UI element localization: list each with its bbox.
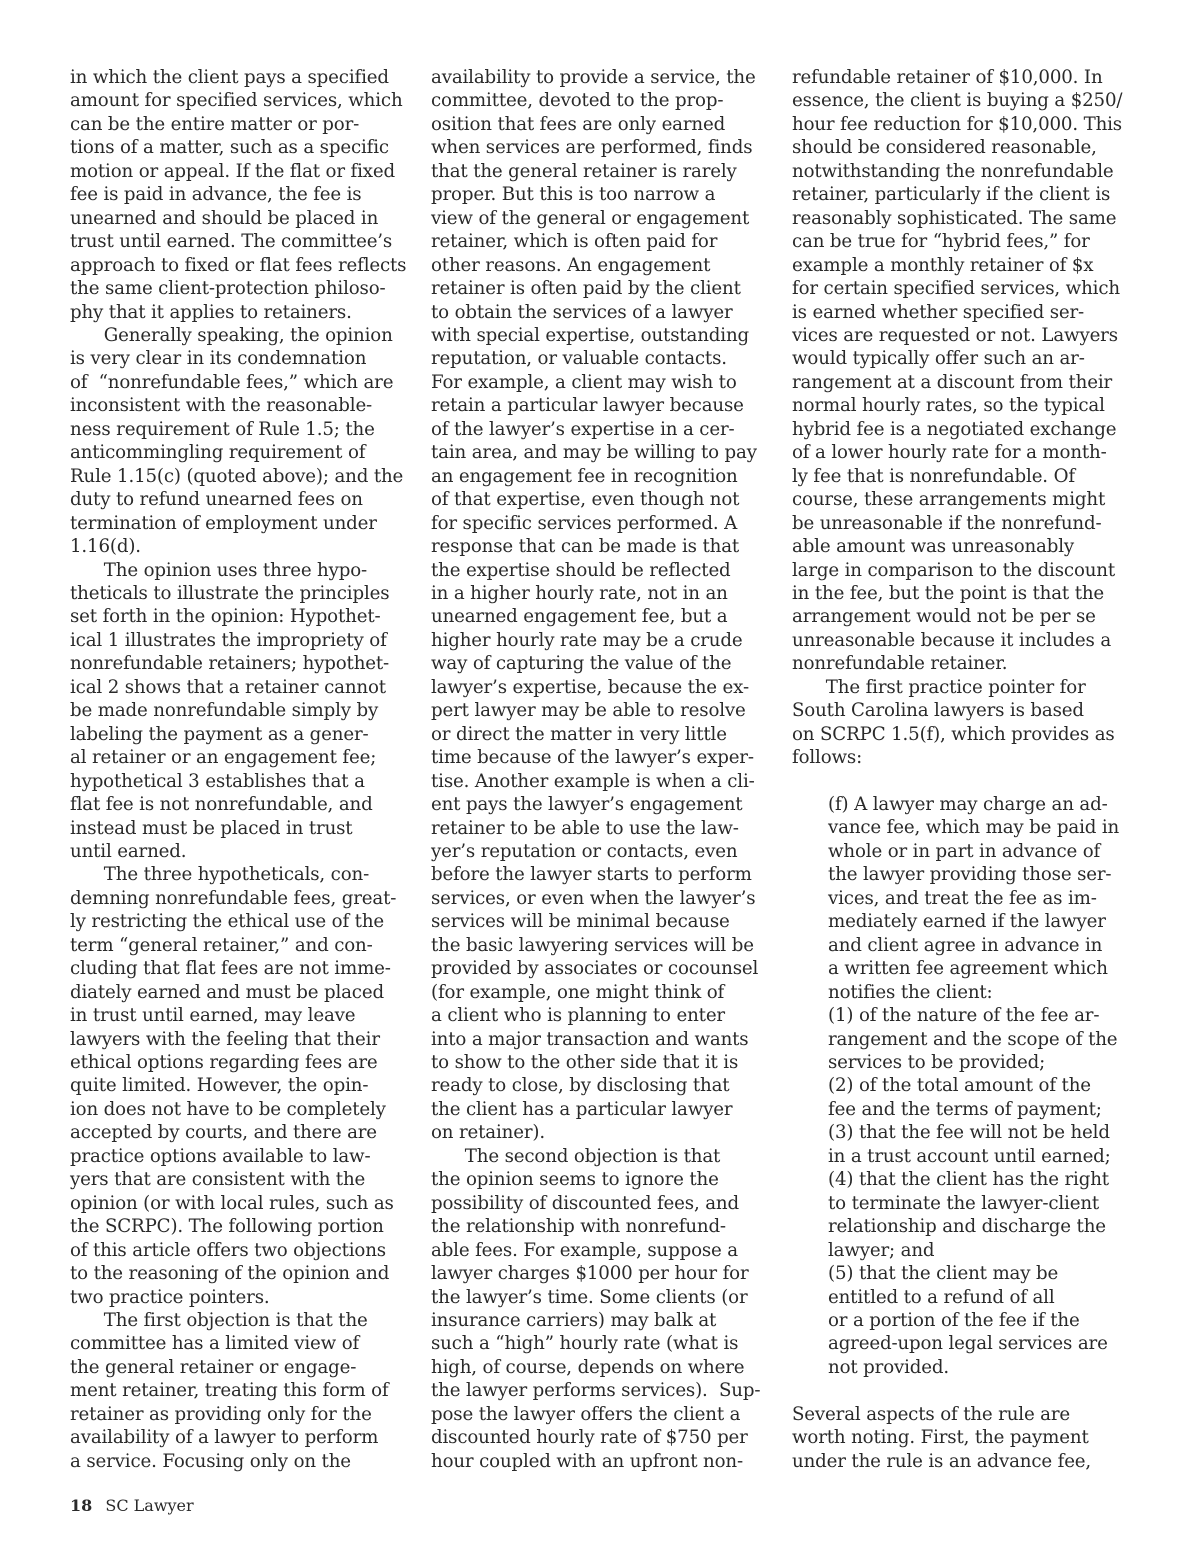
text-line: is very clear in its condemnation [70,348,367,370]
text-line: of “nonrefundable fees,” which are [70,371,394,393]
text-line: to terminate the lawyer-client [828,1192,1100,1214]
text-line: the lawyer’s time. Some clients (or [431,1286,748,1308]
text-line: relationship and discharge the [828,1216,1106,1238]
text-line: services, or even when the lawyer’s [431,887,756,909]
text-line: of this article offers two objections [70,1239,386,1261]
text-line: be made nonrefundable simply by [70,700,379,722]
text-line: that the general retainer is rarely [431,160,737,182]
text-line: can be true for “hybrid fees,” for [792,231,1090,253]
text-line: normal hourly rates, so the typical [792,395,1105,417]
text-line: duty to refund unearned fees on [70,489,363,511]
text-line: course, these arrangements might [792,489,1106,511]
text-line: (3) that the fee will not be held [828,1122,1110,1144]
article-column-3 [792,66,1137,1473]
text-line: way of capturing the value of the [431,653,732,675]
text-line: The second objection is that [431,1145,721,1167]
text-line: approach to fixed or flat fees reflects [70,254,407,276]
text-line: ion does not have to be completely [70,1098,386,1120]
text-line: al retainer or an engagement fee; [70,747,377,769]
page-footer [70,1496,194,1515]
text-line: ethical options regarding fees are [70,1052,378,1074]
text-line: nonrefundable retainer. [792,653,1008,675]
text-line: notifies the client: [828,981,993,1003]
blank-line [792,1379,1137,1402]
text-line: refundable retainer of $10,000. In [792,67,1103,88]
text-line: retain a particular lawyer because [431,395,744,417]
text-line: the relationship with nonrefund- [431,1216,726,1238]
text-line: with special expertise, outstanding [431,324,750,346]
text-line: set forth in the opinion: Hypothet- [70,606,381,628]
text-line: arrangement would not be per se [792,606,1096,628]
rule-quotation [792,793,1137,1379]
text-line: proper. But this is too narrow a [431,184,716,206]
text-line: flat fee is not nonrefundable, and [70,794,373,816]
text-line: a client who is planning to enter [431,1005,725,1027]
text-line: (f) A lawyer may charge an ad- [828,794,1108,816]
text-line: lawyers with the feeling that their [70,1028,380,1050]
publication-name: SC Lawyer [105,1496,194,1515]
text-line: tions of a matter, such as a specific [70,137,389,159]
text-line: retainer is often paid by the client [431,278,741,300]
text-line: be unreasonable if the nonrefund- [792,512,1102,534]
text-line: retainer as providing only for the [70,1403,372,1425]
text-line: nonrefundable retainers; hypothet- [70,653,390,675]
text-line: should be considered reasonable, [792,137,1097,159]
text-line: ly restricting the ethical use of the [70,911,385,933]
text-line: a service. Focusing only on the [70,1450,351,1472]
text-line: hour fee reduction for $10,000. This [792,113,1122,135]
text-line: view of the general or engagement [431,207,750,229]
text-line: ent pays the lawyer’s engagement [431,794,743,816]
text-line: ness requirement of Rule 1.5; the [70,418,375,440]
text-line: pose the lawyer offers the client a [431,1403,741,1425]
text-line: (5) that the client may be [828,1263,1059,1285]
text-line: to obtain the services of a lawyer [431,301,733,323]
text-line: time because of the lawyer’s exper- [431,747,754,769]
article-column-2 [431,66,776,1473]
text-line: vices, and treat the fee as im- [828,887,1097,909]
text-line: (1) of the nature of the fee ar- [828,1005,1100,1027]
text-line: Rule 1.15(c) (quoted above); and the [70,465,404,487]
text-line: mediately earned if the lawyer [828,911,1106,933]
text-line: yer’s reputation or contacts, even [431,840,738,862]
text-line: the lawyer performs services). Sup- [431,1380,761,1402]
column-3-continuation [792,1403,1137,1473]
text-line: osition that fees are only earned [431,113,726,135]
text-line: or a portion of the fee if the [828,1310,1080,1331]
text-line: lawyer; and [828,1239,935,1261]
text-line: demning nonrefundable fees, great- [70,887,397,909]
text-line: availability of a lawyer to perform [70,1427,379,1449]
text-line: (4) that the client has the right [828,1169,1109,1191]
text-line: discounted hourly rate of $750 per [431,1427,748,1449]
text-line: fee is paid in advance, the fee is [70,184,362,206]
text-line: diately earned and must be placed [70,981,384,1003]
text-line: vance fee, which may be paid in [828,817,1120,839]
text-line: hybrid fee is a negotiated exchange [792,418,1117,440]
text-line: labeling the payment as a gener- [70,723,369,745]
text-line: under the rule is an advance fee, [792,1450,1092,1472]
text-line: tise. Another example is when a cli- [431,770,755,792]
text-line: in a higher hourly rate, not in an [431,582,728,604]
text-line: trust until earned. The committee’s [70,231,393,253]
text-line: of a lower hourly rate for a month- [792,442,1107,464]
text-line: the basic lawyering services will be [431,934,754,956]
text-line: ical 2 shows that a retainer cannot [70,676,386,698]
text-line: lawyer’s expertise, because the ex- [431,676,749,698]
text-line: ready to close, by disclosing that [431,1075,730,1097]
text-line: two practice pointers. [70,1286,270,1308]
text-line: cluding that flat fees are not imme- [70,958,391,980]
text-line: in trust until earned, may leave [70,1005,356,1027]
text-line: theticals to illustrate the principles [70,582,390,604]
text-line: to show to the other side that it is [431,1052,739,1074]
text-line: pert lawyer may be able to resolve [431,700,746,722]
text-line: ment retainer, treating this form of [70,1380,389,1402]
text-line: essence, the client is buying a $250/ [792,90,1123,112]
text-line: accepted by courts, and there are [70,1122,377,1144]
text-line: vices are requested or not. Lawyers [792,324,1118,346]
text-line: high, of course, depends on where [431,1356,745,1378]
text-line: availability to provide a service, the [431,67,756,88]
text-line: on SCRPC 1.5(f), which provides as [792,723,1115,745]
text-line: when services are performed, finds [431,137,753,159]
text-line: insurance carriers) may balk at [431,1310,717,1332]
text-line: tain area, and may be willing to pay [431,442,757,464]
text-line: unreasonable because it includes a [792,629,1112,651]
text-line: The three hypotheticals, con- [70,864,370,886]
text-line: of the lawyer’s expertise in a cer- [431,418,735,440]
text-line: for certain specified services, which [792,278,1120,300]
text-line: inconsistent with the reasonable- [70,395,373,417]
text-line: in a trust account until earned; [828,1145,1111,1167]
text-line: South Carolina lawyers is based [792,700,1084,722]
text-line: entitled to a refund of all [828,1286,1055,1308]
text-line: rangement and the scope of the [828,1028,1118,1050]
text-line: opinion (or with local rules, such as [70,1192,394,1214]
text-line: retainer, which is often paid for [431,231,718,253]
text-line: response that can be made is that [431,536,740,558]
text-line: unearned and should be placed in [70,207,379,229]
text-line: instead must be placed in trust [70,817,353,839]
text-line: term “general retainer,” and con- [70,934,373,956]
text-line: ly fee that is nonrefundable. Of [792,465,1075,487]
text-line: would typically offer such an ar- [792,348,1085,370]
text-line: phy that it applies to retainers. [70,301,352,323]
text-line: 1.16(d). [70,536,141,558]
text-line: possibility of discounted fees, and [431,1192,739,1214]
text-line: worth noting. First, the payment [792,1427,1089,1449]
text-line: For example, a client may wish to [431,371,737,393]
text-line: on retainer). [431,1122,545,1144]
text-line: the client has a particular lawyer [431,1098,733,1120]
text-line: the SCRPC). The following portion [70,1216,384,1238]
text-line: provided by associates or cocounsel [431,958,759,980]
text-line: services will be minimal because [431,911,730,933]
text-line: the opinion seems to ignore the [431,1169,719,1191]
text-line: The first practice pointer for [792,676,1086,698]
text-line: the same client-protection philoso- [70,278,386,300]
text-line: large in comparison to the discount [792,559,1116,581]
text-line: rangement at a discount from their [792,371,1113,393]
text-line: before the lawyer starts to perform [431,864,752,886]
text-line: hypothetical 3 establishes that a [70,770,365,792]
column-3-body [792,66,1137,770]
text-line: for specific services performed. A [431,512,738,534]
text-line: able fees. For example, suppose a [431,1239,738,1261]
text-line: and client agree in advance in [828,934,1103,956]
text-line: quite limited. However, the opin- [70,1075,369,1097]
page-number: 18 [70,1496,93,1515]
text-line: motion or appeal. If the flat or fixed [70,160,395,182]
text-line: hour coupled with an upfront non- [431,1450,743,1472]
text-line: in the fee, but the point is that the [792,582,1105,604]
text-line: the general retainer or engage- [70,1356,357,1378]
text-line: committee, devoted to the prop- [431,90,724,112]
text-line: into a major transaction and wants [431,1028,749,1050]
text-line: (for example, one might think of [431,981,725,1003]
text-line: follows: [792,747,863,769]
text-line: Several aspects of the rule are [792,1403,1071,1425]
text-line: practice options available to law- [70,1145,371,1167]
text-line: fee and the terms of payment; [828,1098,1102,1120]
text-line: in which the client pays a specified [70,67,389,88]
text-line: such a “high” hourly rate (what is [431,1333,739,1355]
text-line: not provided. [828,1356,950,1378]
text-line: the lawyer providing those ser- [828,864,1112,886]
text-line: The first objection is that the [70,1310,368,1332]
text-line: amount for specified services, which [70,90,403,112]
text-line: higher hourly rate may be a crude [431,629,743,651]
text-line: anticommingling requirement of [70,442,366,464]
text-line: Generally speaking, the opinion [70,324,393,346]
text-line: services to be provided; [828,1052,1046,1074]
text-line: notwithstanding the nonrefundable [792,160,1114,182]
text-line: to the reasoning of the opinion and [70,1263,390,1285]
text-line: lawyer charges $1000 per hour for [431,1263,749,1285]
text-line: the expertise should be reflected [431,559,731,581]
blank-line [792,770,1137,793]
text-line: or direct the matter in very little [431,723,727,745]
text-line: an engagement fee in recognition [431,465,738,487]
text-line: yers that are consistent with the [70,1169,366,1191]
text-line: reasonably sophisticated. The same [792,207,1117,229]
article-column-1 [70,66,415,1473]
text-line: agreed-upon legal services are [828,1333,1108,1355]
text-line: is earned whether specified ser- [792,301,1085,323]
text-line: retainer, particularly if the client is [792,184,1111,206]
text-line: committee has a limited view of [70,1333,360,1355]
text-line: termination of employment under [70,512,377,534]
text-line: reputation, or valuable contacts. [431,348,727,370]
text-line: ical 1 illustrates the impropriety of [70,629,387,651]
text-line: unearned engagement fee, but a [431,606,728,628]
text-line: (2) of the total amount of the [828,1075,1091,1097]
text-line: The opinion uses three hypo- [70,559,368,581]
text-line: example a monthly retainer of $x [792,254,1094,276]
text-line: can be the entire matter or por- [70,113,360,135]
text-line: whole or in part in advance of [828,840,1101,862]
text-line: a written fee agreement which [828,958,1108,980]
text-line: of that expertise, even though not [431,489,740,511]
text-line: able amount was unreasonably [792,536,1075,558]
text-line: retainer to be able to use the law- [431,817,739,839]
text-line: other reasons. An engagement [431,254,711,276]
text-line: until earned. [70,840,187,862]
